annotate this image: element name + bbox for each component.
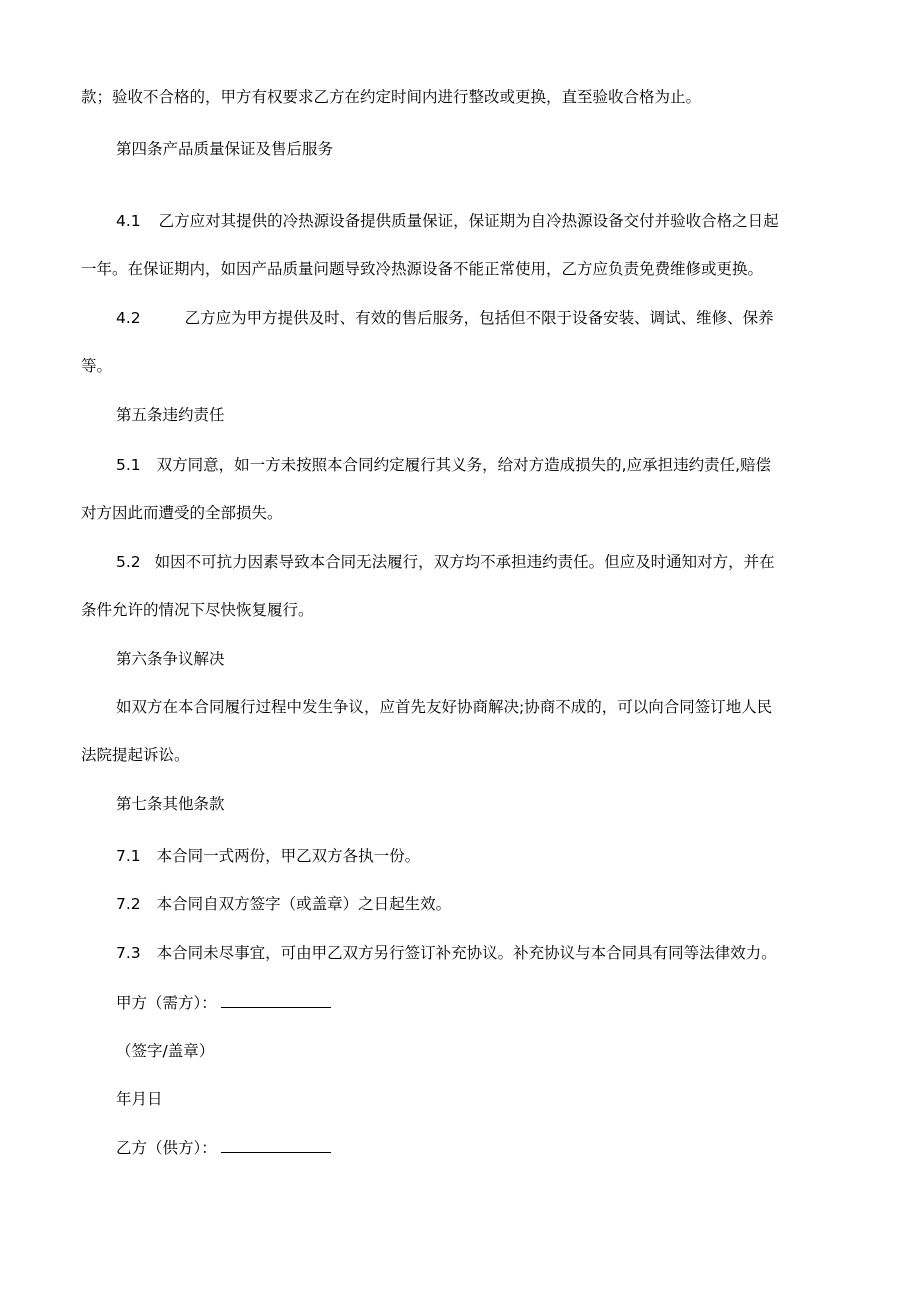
- article-6-heading: 第六条争议解决: [116, 650, 225, 668]
- clause-number: 4.1: [116, 212, 141, 230]
- clause-4-1-line-1: [116, 211, 779, 231]
- clause-text: 乙方应对其提供的冷热源设备提供质量保证，保证期为自冷热源设备交付并验收合格之日起: [158, 212, 779, 230]
- party-b-label: 乙方（供方）：: [116, 1139, 217, 1157]
- clause-text: 双方同意，如一方未按照本合同约定履行其义务，给对方造成损失的,应承担违约责任,赔偿: [156, 456, 772, 474]
- clause-number: 7.3: [116, 944, 141, 962]
- clause-number: 7.2: [116, 895, 141, 913]
- party-a-signature-line: [116, 993, 331, 1013]
- clause-5-2-line-1: [116, 552, 775, 572]
- clause-4-2-line-2: 等。: [81, 357, 113, 375]
- clause-text: 本合同一式两份，甲乙双方各执一份。: [156, 847, 421, 865]
- clause-text: 如因不可抗力因素导致本合同无法履行，双方均不承担违约责任。但应及时通知对方，并在: [154, 553, 775, 571]
- article-6-line-2: 法院提起诉讼。: [81, 746, 190, 764]
- clause-text: 本合同自双方签字（或盖章）之日起生效。: [156, 895, 452, 913]
- article-6-line-1: 如双方在本合同履行过程中发生争议，应首先友好协商解决;协商不成的，可以向合同签订地人民: [116, 698, 773, 716]
- article-7-heading: 第七条其他条款: [116, 795, 225, 813]
- clause-4-1-line-2: 一年。在保证期内，如因产品质量问题导致冷热源设备不能正常使用，乙方应负责免费维修或更换。: [81, 260, 764, 278]
- date-label: 年月日: [116, 1090, 163, 1108]
- clause-5-2-line-2: 条件允许的情况下尽快恢复履行。: [81, 601, 314, 619]
- clause-number: 7.1: [116, 847, 141, 865]
- clause-5-1-line-1: [116, 455, 771, 475]
- clause-number: 4.2: [116, 309, 141, 327]
- article-4-heading: 第四条产品质量保证及售后服务: [116, 140, 334, 158]
- paragraph-acceptance-tail: 款；验收不合格的，甲方有权要求乙方在约定时间内进行整改或更换，直至验收合格为止。: [81, 88, 702, 106]
- clause-number: 5.1: [116, 456, 141, 474]
- clause-7-1: [116, 846, 420, 866]
- party-a-label: 甲方（需方）：: [116, 994, 217, 1012]
- clause-7-3: [116, 943, 777, 963]
- party-b-signature-line: [116, 1138, 331, 1158]
- clause-5-1-line-2: 对方因此而遭受的全部损失。: [81, 504, 283, 522]
- clause-text: 本合同未尽事宜，可由甲乙双方另行签订补充协议。补充协议与本合同具有同等法律效力。: [156, 944, 777, 962]
- clause-4-2-line-1: [116, 308, 774, 328]
- party-a-signature-blank[interactable]: [221, 993, 331, 1008]
- article-5-heading: 第五条违约责任: [116, 406, 225, 424]
- clause-number: 5.2: [116, 553, 141, 571]
- sign-stamp-note: （签字/盖章）: [116, 1042, 215, 1060]
- clause-7-2: [116, 894, 451, 914]
- clause-text: 乙方应为甲方提供及时、有效的售后服务，包括但不限于设备安装、调试、维修、保养: [184, 309, 774, 327]
- party-b-signature-blank[interactable]: [221, 1138, 331, 1153]
